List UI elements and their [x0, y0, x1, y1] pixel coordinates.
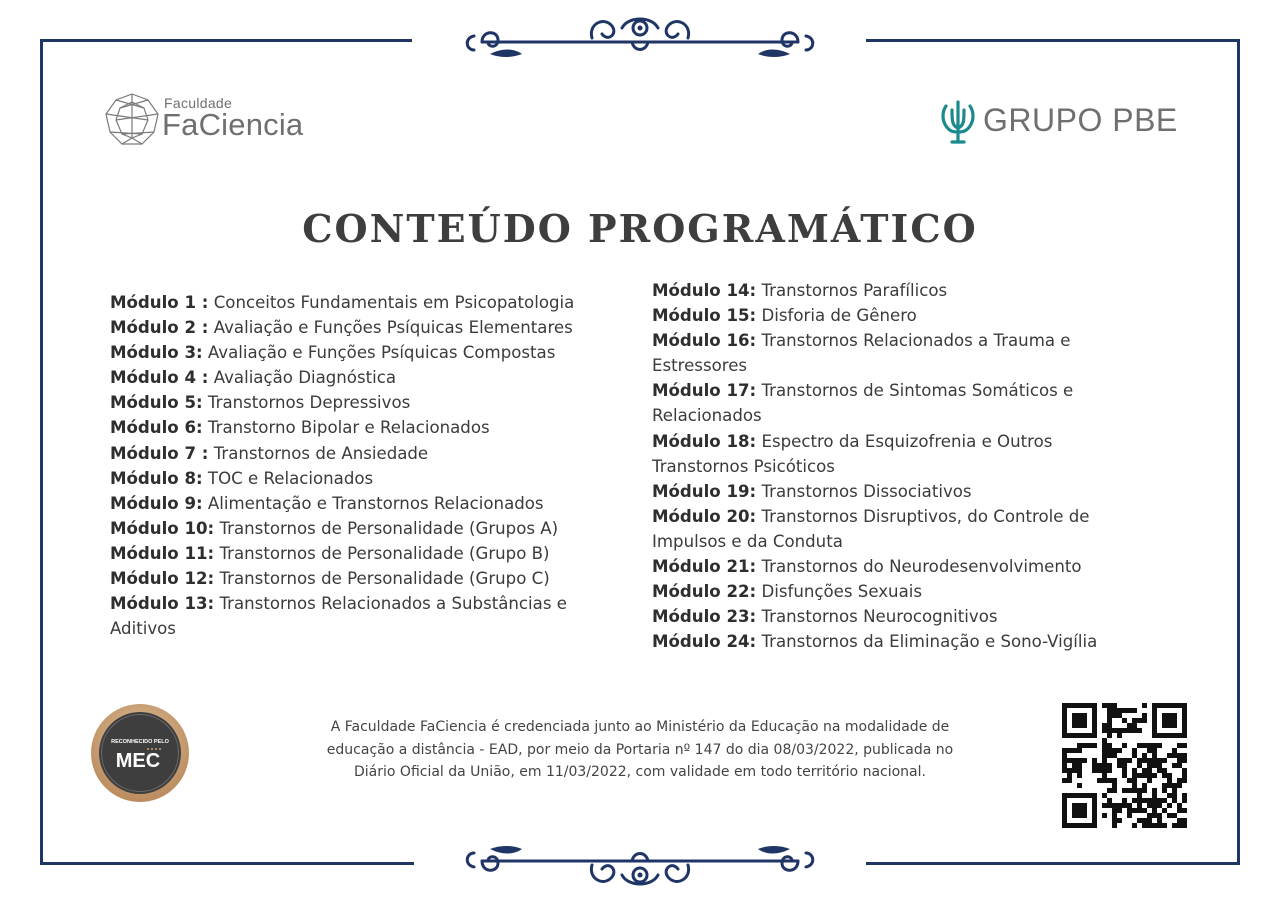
module-item: [652, 504, 1152, 554]
module-title: Transtornos Relacionados a Substâncias e Aditivos: [110, 594, 567, 639]
module-item: [652, 429, 1152, 479]
accreditation-text: [262, 716, 1018, 784]
module-label: Módulo 2 :: [110, 318, 209, 338]
page-title: CONTEÚDO PROGRAMÁTICO: [302, 206, 978, 251]
module-item: [110, 390, 630, 415]
module-label: Módulo 19:: [652, 481, 757, 501]
module-title: Avaliação Diagnóstica: [208, 368, 396, 388]
frame-bottom-left: [40, 862, 414, 865]
mec-seal-icon: [90, 703, 190, 803]
module-title: Transtornos de Personalidade (Grupo C): [214, 569, 550, 589]
module-title: Transtornos Dissociativos: [756, 481, 972, 501]
module-label: Módulo 23:: [652, 607, 757, 627]
frame-top-right: [866, 39, 1240, 42]
module-label: Módulo 9:: [110, 493, 203, 513]
qr-code-icon[interactable]: [1062, 703, 1187, 828]
modules-right-column: [652, 278, 1152, 654]
module-label: Módulo 17:: [652, 381, 757, 401]
module-item: [110, 466, 630, 491]
module-title: TOC e Relacionados: [202, 468, 374, 488]
module-item: [110, 441, 630, 466]
module-label: Módulo 11:: [110, 543, 215, 563]
modules-left-column: [110, 290, 630, 641]
module-title: Transtornos Disruptivos, do Controle de Impulsos e da Conduta: [652, 506, 1090, 551]
seal-main-text: MEC: [115, 750, 161, 772]
module-label: Módulo 16:: [652, 331, 757, 351]
module-label: Módulo 3:: [110, 343, 203, 363]
module-item: [652, 328, 1152, 378]
module-item: [110, 415, 630, 440]
module-title: Transtornos Depressivos: [202, 393, 411, 413]
frame-bottom-right: [866, 862, 1240, 865]
module-title: Alimentação e Transtornos Relacionados: [202, 493, 544, 513]
module-title: Transtornos Relacionados a Trauma e Estressores: [652, 331, 1071, 376]
module-title: Disfunções Sexuais: [756, 582, 923, 602]
module-label: Módulo 10:: [110, 518, 215, 538]
module-item: [110, 591, 630, 641]
module-item: [110, 491, 630, 516]
frame-top-left: [40, 39, 412, 42]
module-item: [652, 554, 1152, 579]
module-title: Espectro da Esquizofrenia e Outros Transtornos Psicóticos: [652, 431, 1053, 476]
module-label: Módulo 21:: [652, 557, 757, 577]
module-label: Módulo 4 :: [110, 368, 209, 388]
module-title: Transtornos de Personalidade (Grupos A): [214, 518, 559, 538]
seal-top-text: RECONHECIDO PELO: [111, 739, 169, 745]
module-title: Transtornos Parafílicos: [756, 281, 948, 300]
module-item: [652, 629, 1152, 654]
module-title: Transtornos de Personalidade (Grupo B): [214, 543, 550, 563]
module-item: [652, 303, 1152, 328]
module-title: Transtornos de Sintomas Somáticos e Relacionados: [652, 381, 1074, 426]
module-item: [110, 315, 630, 340]
module-item: [110, 566, 630, 591]
module-item: [652, 579, 1152, 604]
module-label: Módulo 20:: [652, 506, 757, 526]
module-item: [652, 378, 1152, 428]
logo-left-small-text: Faculdade: [164, 95, 233, 111]
module-item: [110, 365, 630, 390]
module-label: Módulo 6:: [110, 418, 203, 438]
module-label: Módulo 13:: [110, 594, 215, 614]
module-label: Módulo 8:: [110, 468, 203, 488]
module-title: Transtornos do Neurodesenvolvimento: [756, 557, 1082, 577]
lion-head-icon: [104, 92, 160, 146]
logo-left-big-text: FaCiencia: [162, 107, 304, 142]
module-item: [110, 541, 630, 566]
module-item: [652, 604, 1152, 629]
module-title: Avaliação e Funções Psíquicas Compostas: [202, 343, 556, 363]
module-title: Transtornos da Eliminação e Sono-Vigília: [756, 632, 1098, 652]
module-label: Módulo 12:: [110, 569, 215, 589]
faciencia-logo: [104, 92, 324, 148]
logo-right-text: GRUPO PBE: [983, 102, 1178, 138]
module-label: Módulo 5:: [110, 393, 203, 413]
module-title: Conceitos Fundamentais em Psicopatologia: [208, 293, 575, 312]
frame-right: [1237, 39, 1240, 865]
module-item: [110, 340, 630, 365]
bottom-ornament-icon: [462, 835, 818, 895]
module-label: Módulo 15:: [652, 306, 757, 326]
module-item: [110, 290, 630, 315]
module-title: Disforia de Gênero: [756, 306, 917, 326]
module-label: Módulo 18:: [652, 431, 757, 451]
module-label: Módulo 24:: [652, 632, 757, 652]
frame-left: [40, 39, 43, 865]
module-title: Avaliação e Funções Psíquicas Elementares: [208, 318, 573, 338]
module-item: [110, 516, 630, 541]
footer-line-1: A Faculdade FaCiencia é credenciada junto ao Ministério da Educação na modalidade de: [330, 719, 950, 735]
module-title: Transtorno Bipolar e Relacionados: [202, 418, 490, 438]
module-item: [652, 479, 1152, 504]
module-label: Módulo 22:: [652, 582, 757, 602]
grupo-pbe-logo: [940, 96, 1180, 148]
module-item: [652, 278, 1152, 303]
top-ornament-icon: [462, 8, 818, 68]
footer-line-2: educação a distância - EAD, por meio da Portaria nº 147 do dia 08/03/2022, publicada no: [326, 741, 954, 758]
module-label: Módulo 1 :: [110, 293, 209, 312]
module-title: Transtornos de Ansiedade: [208, 443, 429, 463]
module-label: Módulo 14:: [652, 281, 757, 300]
psi-icon: [940, 98, 976, 146]
module-label: Módulo 7 :: [110, 443, 209, 463]
footer-line-3: Diário Oficial da União, em 11/03/2022, com validade em todo território nacional.: [354, 764, 926, 780]
module-title: Transtornos Neurocognitivos: [756, 607, 998, 627]
